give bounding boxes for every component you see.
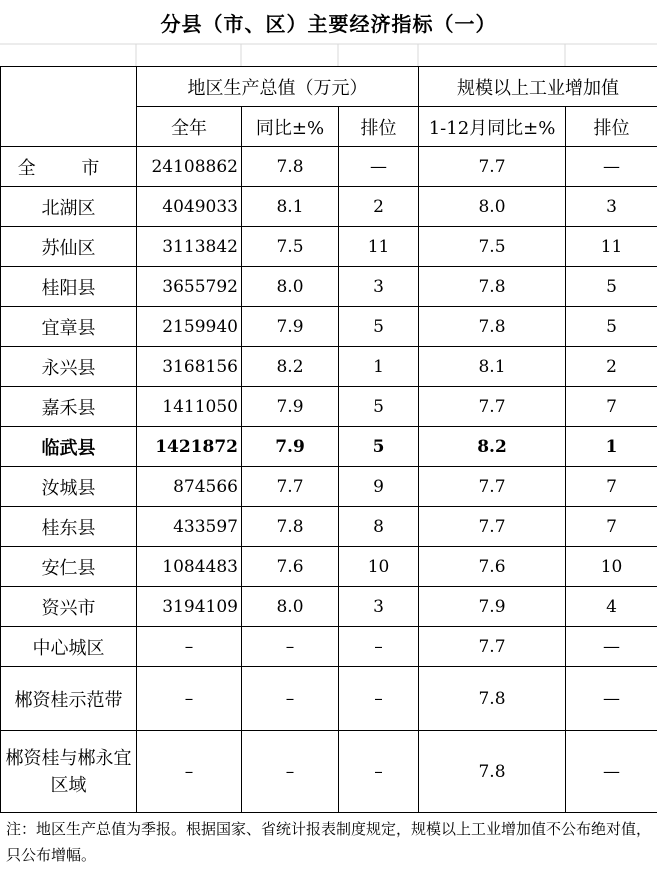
gdp-rank-cell: – bbox=[339, 731, 419, 813]
gdp-yoy-cell: 8.1 bbox=[242, 187, 339, 227]
gdp-value-cell: 3655792 bbox=[137, 267, 242, 307]
region-name-cell: 苏仙区 bbox=[1, 227, 137, 267]
table-row bbox=[1, 227, 657, 267]
gdp-value-cell: – bbox=[137, 667, 242, 731]
col-yoy-header: 同比±% bbox=[242, 107, 339, 147]
gdp-yoy-cell: 8.2 bbox=[242, 347, 339, 387]
gdp-rank-cell: – bbox=[339, 627, 419, 667]
gdp-rank-cell: 2 bbox=[339, 187, 419, 227]
gdp-yoy-cell: – bbox=[242, 667, 339, 731]
gdp-rank-cell: 3 bbox=[339, 587, 419, 627]
header-row-group bbox=[1, 67, 657, 107]
industry-yoy-cell: 7.7 bbox=[419, 627, 566, 667]
table-row bbox=[1, 467, 657, 507]
region-name-cell: 中心城区 bbox=[1, 627, 137, 667]
industry-yoy-cell: 7.7 bbox=[419, 507, 566, 547]
gdp-yoy-cell: 7.9 bbox=[242, 387, 339, 427]
gdp-value-cell: 3168156 bbox=[137, 347, 242, 387]
table-row bbox=[1, 627, 657, 667]
gdp-yoy-cell: 7.5 bbox=[242, 227, 339, 267]
industry-yoy-cell: 7.5 bbox=[419, 227, 566, 267]
gdp-value-cell: 874566 bbox=[137, 467, 242, 507]
region-name-cell: 安仁县 bbox=[1, 547, 137, 587]
gdp-value-cell: 3194109 bbox=[137, 587, 242, 627]
industry-rank-cell: 7 bbox=[566, 467, 657, 507]
industry-yoy-cell: 7.7 bbox=[419, 467, 566, 507]
region-name-cell: 资兴市 bbox=[1, 587, 137, 627]
gdp-value-cell: 2159940 bbox=[137, 307, 242, 347]
industry-rank-cell: — bbox=[566, 731, 657, 813]
region-name-cell: 永兴县 bbox=[1, 347, 137, 387]
gdp-rank-cell: 9 bbox=[339, 467, 419, 507]
industry-rank-cell: 10 bbox=[566, 547, 657, 587]
gdp-value-cell: 1421872 bbox=[137, 427, 242, 467]
gdp-rank-cell: 3 bbox=[339, 267, 419, 307]
col-rank-header: 排位 bbox=[339, 107, 419, 147]
industry-rank-cell: 5 bbox=[566, 267, 657, 307]
industry-yoy-cell: 7.9 bbox=[419, 587, 566, 627]
col-year-header: 全年 bbox=[137, 107, 242, 147]
header-corner-cell bbox=[1, 67, 137, 147]
industry-rank-cell: 5 bbox=[566, 307, 657, 347]
gdp-rank-cell: 5 bbox=[339, 427, 419, 467]
gdp-rank-cell: 5 bbox=[339, 307, 419, 347]
gdp-rank-cell: 10 bbox=[339, 547, 419, 587]
region-name-cell: 北湖区 bbox=[1, 187, 137, 227]
industry-rank-cell: 11 bbox=[566, 227, 657, 267]
spreadsheet-gridlines bbox=[0, 0, 657, 66]
gdp-yoy-cell: 7.6 bbox=[242, 547, 339, 587]
industry-rank-cell: 7 bbox=[566, 507, 657, 547]
gdp-yoy-cell: 7.8 bbox=[242, 507, 339, 547]
gdp-value-cell: 24108862 bbox=[137, 147, 242, 187]
gdp-value-cell: 3113842 bbox=[137, 227, 242, 267]
table-row bbox=[1, 547, 657, 587]
gdp-yoy-cell: 8.0 bbox=[242, 267, 339, 307]
gdp-rank-cell: 5 bbox=[339, 387, 419, 427]
gdp-yoy-cell: 7.9 bbox=[242, 307, 339, 347]
industry-rank-cell: 4 bbox=[566, 587, 657, 627]
gdp-group-header: 地区生产总值（万元） bbox=[137, 67, 419, 107]
table-row bbox=[1, 667, 657, 731]
region-name-cell: 桂阳县 bbox=[1, 267, 137, 307]
table-row bbox=[1, 587, 657, 627]
region-name-cell: 宜章县 bbox=[1, 307, 137, 347]
table-row bbox=[1, 267, 657, 307]
gdp-yoy-cell: 7.9 bbox=[242, 427, 339, 467]
industry-yoy-cell: 7.7 bbox=[419, 387, 566, 427]
gdp-yoy-cell: – bbox=[242, 627, 339, 667]
gdp-value-cell: – bbox=[137, 627, 242, 667]
table-row bbox=[1, 307, 657, 347]
industry-yoy-cell: 7.6 bbox=[419, 547, 566, 587]
indicator-table bbox=[0, 66, 657, 813]
gdp-rank-cell: 11 bbox=[339, 227, 419, 267]
page-title: 分县（市、区）主要经济指标（一） bbox=[160, 11, 497, 36]
industry-rank-cell: 1 bbox=[566, 427, 657, 467]
gdp-value-cell: – bbox=[137, 731, 242, 813]
region-name-cell: 郴资桂与郴永宜区域 bbox=[1, 731, 137, 813]
region-name-cell: 嘉禾县 bbox=[1, 387, 137, 427]
table-row bbox=[1, 147, 657, 187]
industry-rank-cell: — bbox=[566, 147, 657, 187]
gdp-value-cell: 1084483 bbox=[137, 547, 242, 587]
gdp-yoy-cell: 8.0 bbox=[242, 587, 339, 627]
col-ind-yoy-header: 1-12月同比±% bbox=[419, 107, 566, 147]
table-row bbox=[1, 387, 657, 427]
industry-rank-cell: 7 bbox=[566, 387, 657, 427]
gdp-yoy-cell: – bbox=[242, 731, 339, 813]
table-row bbox=[1, 507, 657, 547]
industry-group-header: 规模以上工业增加值 bbox=[419, 67, 657, 107]
gdp-rank-cell: 8 bbox=[339, 507, 419, 547]
industry-rank-cell: 2 bbox=[566, 347, 657, 387]
region-name-cell: 桂东县 bbox=[1, 507, 137, 547]
table-row bbox=[1, 347, 657, 387]
industry-yoy-cell: 8.2 bbox=[419, 427, 566, 467]
gdp-rank-cell: – bbox=[339, 667, 419, 731]
industry-yoy-cell: 8.0 bbox=[419, 187, 566, 227]
industry-yoy-cell: 8.1 bbox=[419, 347, 566, 387]
industry-yoy-cell: 7.8 bbox=[419, 667, 566, 731]
gdp-rank-cell: 1 bbox=[339, 347, 419, 387]
region-name-cell: 全 市 bbox=[1, 147, 137, 187]
col-ind-rank-header: 排位 bbox=[566, 107, 657, 147]
table-row bbox=[1, 187, 657, 227]
region-name-cell: 郴资桂示范带 bbox=[1, 667, 137, 731]
table-row bbox=[1, 427, 657, 467]
gdp-value-cell: 4049033 bbox=[137, 187, 242, 227]
region-name-cell: 临武县 bbox=[1, 427, 137, 467]
industry-yoy-cell: 7.8 bbox=[419, 731, 566, 813]
gdp-value-cell: 433597 bbox=[137, 507, 242, 547]
gdp-rank-cell: — bbox=[339, 147, 419, 187]
gdp-value-cell: 1411050 bbox=[137, 387, 242, 427]
footnote: 注：地区生产总值为季报。根据国家、省统计报表制度规定，规模以上工业增加值不公布绝对值，只公布增幅。 bbox=[6, 820, 652, 864]
industry-yoy-cell: 7.7 bbox=[419, 147, 566, 187]
industry-yoy-cell: 7.8 bbox=[419, 267, 566, 307]
industry-rank-cell: 3 bbox=[566, 187, 657, 227]
gdp-yoy-cell: 7.8 bbox=[242, 147, 339, 187]
industry-rank-cell: — bbox=[566, 667, 657, 731]
industry-rank-cell: — bbox=[566, 627, 657, 667]
region-name-cell: 汝城县 bbox=[1, 467, 137, 507]
table-row bbox=[1, 731, 657, 813]
gdp-yoy-cell: 7.7 bbox=[242, 467, 339, 507]
industry-yoy-cell: 7.8 bbox=[419, 307, 566, 347]
